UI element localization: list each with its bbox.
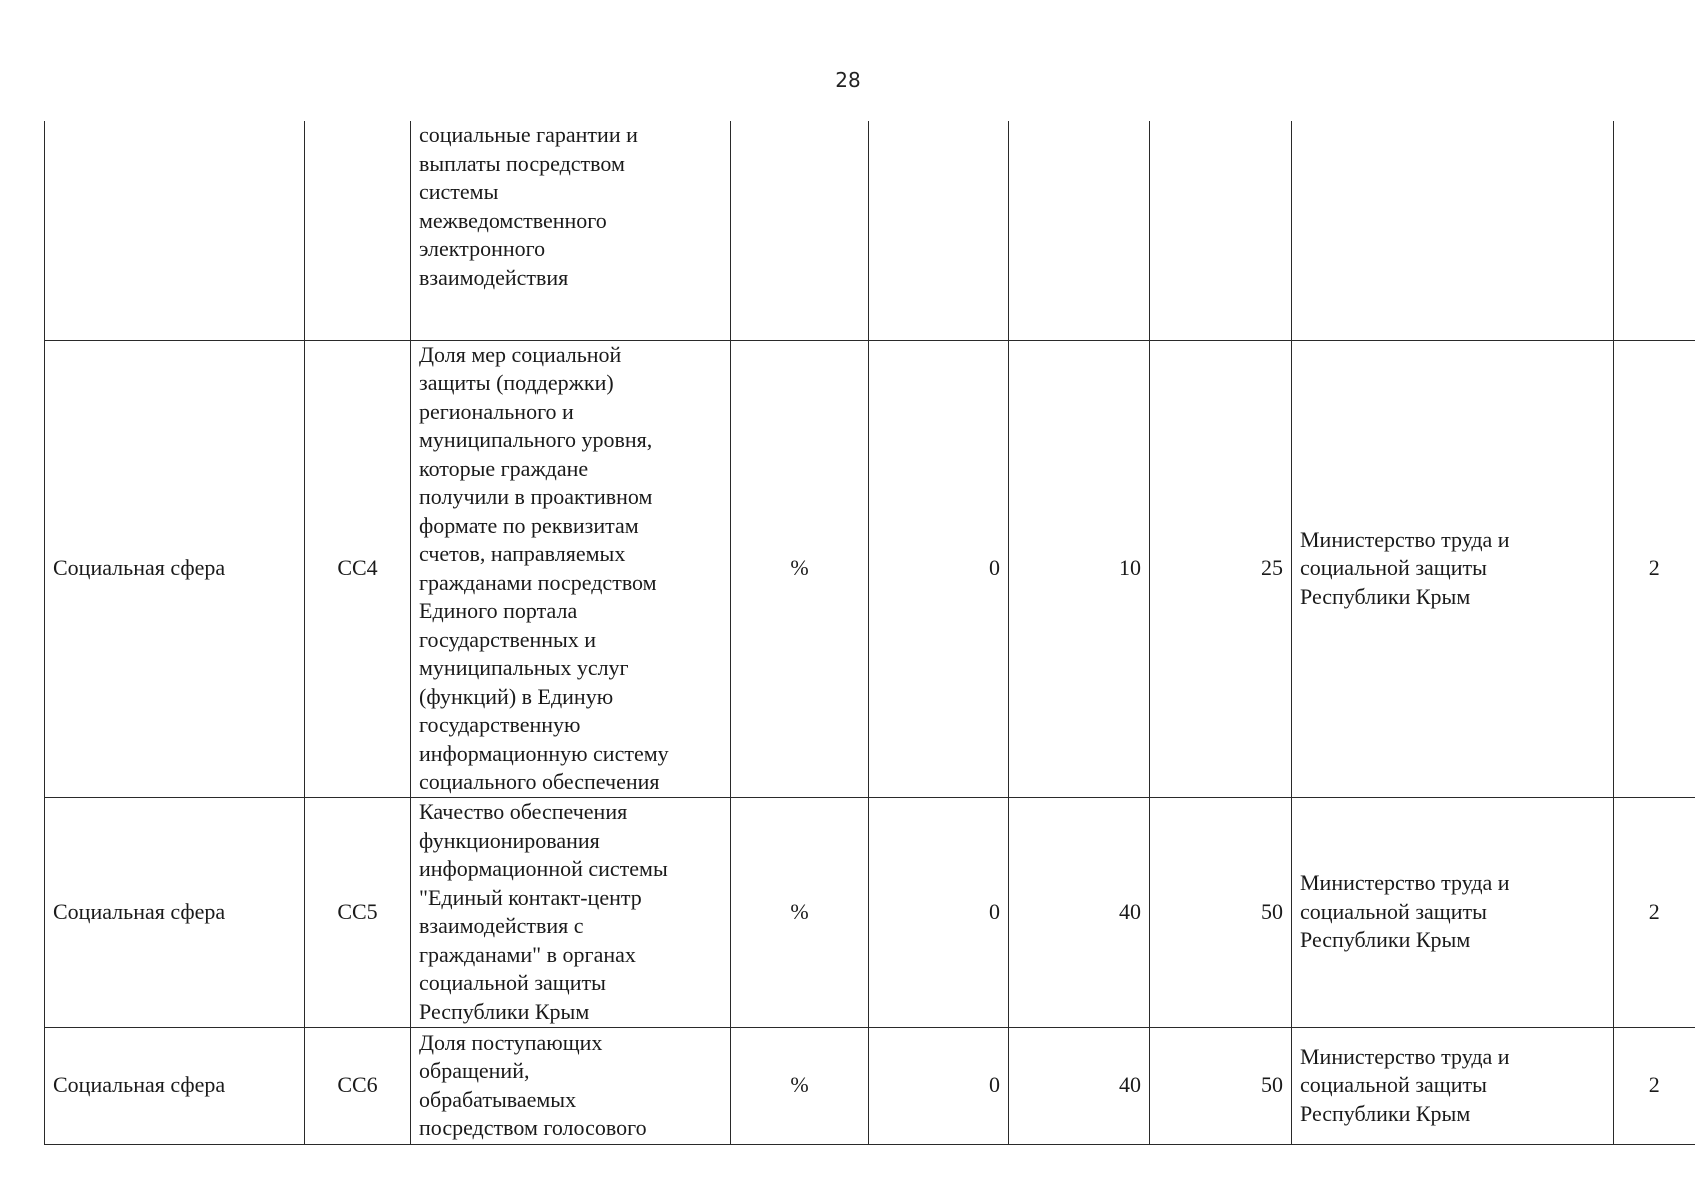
responsible-cell: Министерство труда и социальной защиты Республики Крым	[1292, 340, 1614, 797]
unit-cell: %	[731, 1027, 869, 1144]
value-2-cell: 40	[1009, 797, 1150, 1027]
value-1-cell: 0	[869, 797, 1009, 1027]
value-1-cell: 0	[869, 1027, 1009, 1144]
indicator-name-cell: Доля поступающих обращений, обрабатываемых посредством голосового	[411, 1027, 731, 1144]
value-3-cell	[1150, 121, 1292, 340]
value-1-cell	[869, 121, 1009, 340]
indicator-name-cell: Качество обеспечения функционирования информационной системы "Единый контакт-центр взаимодействия с гражданами" в органах социальной защиты Республики Крым	[411, 797, 731, 1027]
last-column-cell: 2	[1614, 797, 1695, 1027]
table-row	[45, 121, 1695, 340]
indicator-name-cell: Доля мер социальной защиты (поддержки) регионального и муниципального уровня, которые граждане получили в проактивном формате по реквизитам счетов, направляемых гражданами посредством Единого портала государственных и муниципальных услуг (функций) в Единую государственную информационную систему социального обеспечения	[411, 340, 731, 797]
code-cell: СС6	[305, 1027, 411, 1144]
value-2-cell	[1009, 121, 1150, 340]
last-column-cell: 2	[1614, 340, 1695, 797]
sphere-cell: Социальная сфера	[45, 1027, 305, 1144]
table-row	[45, 1027, 1695, 1144]
page-number: 28	[835, 68, 861, 92]
last-column-cell: 2	[1614, 1027, 1695, 1144]
responsible-cell	[1292, 121, 1614, 340]
sphere-cell: Социальная сфера	[45, 797, 305, 1027]
code-cell: СС4	[305, 340, 411, 797]
responsible-cell: Министерство труда и социальной защиты Республики Крым	[1292, 797, 1614, 1027]
indicators-table	[44, 121, 1695, 1145]
value-3-cell: 50	[1150, 797, 1292, 1027]
sphere-cell	[45, 121, 305, 340]
value-2-cell: 10	[1009, 340, 1150, 797]
value-3-cell: 25	[1150, 340, 1292, 797]
table-row	[45, 797, 1695, 1027]
unit-cell: %	[731, 797, 869, 1027]
code-cell: СС5	[305, 797, 411, 1027]
code-cell	[305, 121, 411, 340]
table-row	[45, 340, 1695, 797]
unit-cell: %	[731, 340, 869, 797]
value-2-cell: 40	[1009, 1027, 1150, 1144]
value-3-cell: 50	[1150, 1027, 1292, 1144]
last-column-cell	[1614, 121, 1695, 340]
responsible-cell: Министерство труда и социальной защиты Республики Крым	[1292, 1027, 1614, 1144]
unit-cell	[731, 121, 869, 340]
indicator-name-cell: социальные гарантии и выплаты посредством системы межведомственного электронного взаимодействия	[411, 121, 731, 340]
sphere-cell: Социальная сфера	[45, 340, 305, 797]
value-1-cell: 0	[869, 340, 1009, 797]
